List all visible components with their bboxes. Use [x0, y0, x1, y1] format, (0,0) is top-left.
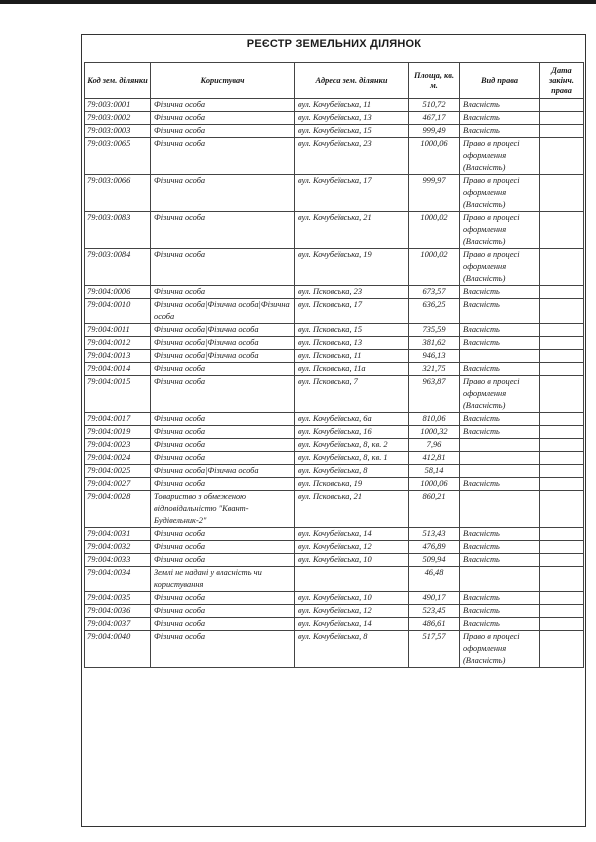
cell-user: Фізична особа|Фізична особа — [151, 337, 295, 350]
table-row — [85, 439, 584, 452]
table-row — [85, 376, 584, 413]
cell-address: вул. Кочубеївська, 10 — [295, 592, 409, 605]
cell-area: 523,45 — [409, 605, 460, 618]
table-row — [85, 413, 584, 426]
cell-end-date — [540, 452, 584, 465]
cell-user: Фізична особа — [151, 478, 295, 491]
cell-user: Фізична особа — [151, 363, 295, 376]
cell-right: Власність — [460, 541, 540, 554]
cell-code: 79:004:0006 — [85, 286, 151, 299]
cell-code: 79:004:0019 — [85, 426, 151, 439]
cell-area: 509,94 — [409, 554, 460, 567]
cell-end-date — [540, 125, 584, 138]
cell-end-date — [540, 631, 584, 668]
cell-user: Фізична особа — [151, 605, 295, 618]
table-row — [85, 554, 584, 567]
cell-right — [460, 439, 540, 452]
table-row — [85, 350, 584, 363]
cell-area: 1000,06 — [409, 138, 460, 175]
cell-user: Фізична особа — [151, 554, 295, 567]
cell-end-date — [540, 175, 584, 212]
cell-address: вул. Псковська, 13 — [295, 337, 409, 350]
cell-end-date — [540, 138, 584, 175]
cell-end-date — [540, 212, 584, 249]
cell-code: 79:004:0010 — [85, 299, 151, 324]
cell-right: Право в процесі оформлення (Власність) — [460, 212, 540, 249]
cell-area: 517,57 — [409, 631, 460, 668]
cell-user: Фізична особа — [151, 528, 295, 541]
cell-area: 486,61 — [409, 618, 460, 631]
cell-address: вул. Псковська, 7 — [295, 376, 409, 413]
cell-code: 79:004:0015 — [85, 376, 151, 413]
cell-address: вул. Кочубеївська, 6а — [295, 413, 409, 426]
cell-right: Власність — [460, 413, 540, 426]
cell-right: Власність — [460, 426, 540, 439]
cell-code: 79:003:0083 — [85, 212, 151, 249]
cell-code: 79:004:0025 — [85, 465, 151, 478]
cell-code: 79:004:0032 — [85, 541, 151, 554]
cell-code: 79:003:0003 — [85, 125, 151, 138]
cell-area: 1000,02 — [409, 212, 460, 249]
cell-code: 79:004:0012 — [85, 337, 151, 350]
cell-address: вул. Кочубеївська, 16 — [295, 426, 409, 439]
table-row — [85, 363, 584, 376]
table-row — [85, 212, 584, 249]
cell-address: вул. Кочубеївська, 8, кв. 2 — [295, 439, 409, 452]
table-row — [85, 631, 584, 668]
cell-address: вул. Кочубеївська, 23 — [295, 138, 409, 175]
cell-user: Фізична особа — [151, 99, 295, 112]
cell-user: Фізична особа — [151, 249, 295, 286]
table-row — [85, 426, 584, 439]
cell-right — [460, 465, 540, 478]
cell-right: Власність — [460, 618, 540, 631]
cell-area: 321,75 — [409, 363, 460, 376]
cell-end-date — [540, 618, 584, 631]
cell-user: Фізична особа — [151, 541, 295, 554]
cell-code: 79:003:0001 — [85, 99, 151, 112]
cell-area: 1000,32 — [409, 426, 460, 439]
cell-address — [295, 567, 409, 592]
cell-user: Фізична особа|Фізична особа — [151, 324, 295, 337]
cell-user: Фізична особа — [151, 413, 295, 426]
cell-end-date — [540, 541, 584, 554]
table-row — [85, 452, 584, 465]
table-row — [85, 299, 584, 324]
cell-code: 79:004:0028 — [85, 491, 151, 528]
cell-right: Власність — [460, 528, 540, 541]
cell-user: Фізична особа|Фізична особа — [151, 465, 295, 478]
cell-right: Право в процесі оформлення (Власність) — [460, 138, 540, 175]
cell-address: вул. Кочубеївська, 8 — [295, 631, 409, 668]
page-title: РЕЄСТР ЗЕМЕЛЬНИХ ДІЛЯНОК — [246, 38, 422, 50]
table-row — [85, 592, 584, 605]
cell-area: 1000,02 — [409, 249, 460, 286]
cell-code: 79:004:0024 — [85, 452, 151, 465]
cell-user: Землі не надані у власність чи користування — [151, 567, 295, 592]
cell-end-date — [540, 324, 584, 337]
cell-user: Фізична особа — [151, 286, 295, 299]
cell-area: 513,43 — [409, 528, 460, 541]
table-header-row — [85, 63, 584, 99]
cell-code: 79:003:0002 — [85, 112, 151, 125]
cell-area: 946,13 — [409, 350, 460, 363]
cell-user: Фізична особа — [151, 125, 295, 138]
cell-address: вул. Псковська, 15 — [295, 324, 409, 337]
cell-address: вул. Псковська, 21 — [295, 491, 409, 528]
cell-end-date — [540, 286, 584, 299]
cell-right — [460, 491, 540, 528]
cell-area: 999,97 — [409, 175, 460, 212]
cell-end-date — [540, 99, 584, 112]
table-row — [85, 99, 584, 112]
cell-code: 79:004:0036 — [85, 605, 151, 618]
table-row — [85, 567, 584, 592]
cell-code: 79:004:0033 — [85, 554, 151, 567]
table-row — [85, 618, 584, 631]
cell-user: Фізична особа — [151, 426, 295, 439]
cell-area: 999,49 — [409, 125, 460, 138]
cell-address: вул. Кочубеївська, 15 — [295, 125, 409, 138]
cell-code: 79:003:0066 — [85, 175, 151, 212]
cell-user: Фізична особа — [151, 376, 295, 413]
table-row — [85, 465, 584, 478]
cell-user: Фізична особа — [151, 212, 295, 249]
cell-user: Фізична особа — [151, 138, 295, 175]
cell-right: Право в процесі оформлення (Власність) — [460, 631, 540, 668]
cell-area: 510,72 — [409, 99, 460, 112]
cell-address: вул. Кочубеївська, 14 — [295, 528, 409, 541]
cell-right: Власність — [460, 337, 540, 350]
cell-right: Власність — [460, 125, 540, 138]
cell-right — [460, 350, 540, 363]
table-row — [85, 125, 584, 138]
cell-end-date — [540, 426, 584, 439]
cell-code: 79:004:0040 — [85, 631, 151, 668]
cell-right: Власність — [460, 605, 540, 618]
cell-end-date — [540, 465, 584, 478]
cell-code: 79:004:0017 — [85, 413, 151, 426]
cell-address: вул. Кочубеївська, 12 — [295, 541, 409, 554]
cell-code: 79:004:0034 — [85, 567, 151, 592]
cell-area: 7,96 — [409, 439, 460, 452]
cell-address: вул. Псковська, 19 — [295, 478, 409, 491]
cell-address: вул. Кочубеївська, 12 — [295, 605, 409, 618]
cell-user: Фізична особа — [151, 452, 295, 465]
cell-code: 79:004:0013 — [85, 350, 151, 363]
cell-area: 490,17 — [409, 592, 460, 605]
cell-user: Фізична особа — [151, 439, 295, 452]
cell-area: 467,17 — [409, 112, 460, 125]
cell-end-date — [540, 567, 584, 592]
cell-right: Власність — [460, 592, 540, 605]
cell-area: 860,21 — [409, 491, 460, 528]
cell-user: Фізична особа|Фізична особа|Фізична особа — [151, 299, 295, 324]
cell-end-date — [540, 112, 584, 125]
cell-area: 810,06 — [409, 413, 460, 426]
header-right: Вид права — [460, 63, 540, 99]
cell-end-date — [540, 337, 584, 350]
cell-end-date — [540, 363, 584, 376]
cell-code: 79:004:0023 — [85, 439, 151, 452]
cell-right: Власність — [460, 554, 540, 567]
header-end-date: Дата закінч. права — [540, 63, 584, 99]
cell-right: Власність — [460, 99, 540, 112]
cell-right: Право в процесі оформлення (Власність) — [460, 175, 540, 212]
header-address: Адреса зем. ділянки — [295, 63, 409, 99]
cell-end-date — [540, 376, 584, 413]
cell-end-date — [540, 554, 584, 567]
cell-code: 79:003:0065 — [85, 138, 151, 175]
cell-user: Товариство з обмеженою відповідальністю "Квант-Будівельник-2" — [151, 491, 295, 528]
cell-right: Право в процесі оформлення (Власність) — [460, 249, 540, 286]
cell-end-date — [540, 605, 584, 618]
cell-right: Власність — [460, 299, 540, 324]
header-code: Код зем. ділянки — [85, 63, 151, 99]
cell-area: 58,14 — [409, 465, 460, 478]
cell-end-date — [540, 413, 584, 426]
cell-user: Фізична особа — [151, 112, 295, 125]
cell-address: вул. Кочубеївська, 13 — [295, 112, 409, 125]
cell-address: вул. Кочубеївська, 19 — [295, 249, 409, 286]
cell-address: вул. Кочубеївська, 17 — [295, 175, 409, 212]
cell-end-date — [540, 249, 584, 286]
table-row — [85, 491, 584, 528]
cell-area: 673,57 — [409, 286, 460, 299]
cell-right: Право в процесі оформлення (Власність) — [460, 376, 540, 413]
cell-end-date — [540, 592, 584, 605]
cell-code: 79:004:0011 — [85, 324, 151, 337]
table-row — [85, 541, 584, 554]
cell-address: вул. Кочубеївська, 11 — [295, 99, 409, 112]
header-area: Площа, кв. м. — [409, 63, 460, 99]
table-row — [85, 605, 584, 618]
cell-address: вул. Псковська, 11 — [295, 350, 409, 363]
cell-address: вул. Кочубеївська, 8 — [295, 465, 409, 478]
cell-user: Фізична особа — [151, 631, 295, 668]
cell-right: Власність — [460, 286, 540, 299]
cell-area: 46,48 — [409, 567, 460, 592]
table-row — [85, 478, 584, 491]
cell-address: вул. Кочубеївська, 8, кв. 1 — [295, 452, 409, 465]
cell-user: Фізична особа — [151, 618, 295, 631]
land-registry-table — [84, 62, 584, 668]
cell-code: 79:004:0037 — [85, 618, 151, 631]
table-row — [85, 528, 584, 541]
table-row — [85, 175, 584, 212]
table-row — [85, 249, 584, 286]
cell-area: 476,89 — [409, 541, 460, 554]
cell-area: 381,62 — [409, 337, 460, 350]
cell-end-date — [540, 439, 584, 452]
cell-address: вул. Псковська, 17 — [295, 299, 409, 324]
cell-area: 963,87 — [409, 376, 460, 413]
table-row — [85, 112, 584, 125]
cell-right: Власність — [460, 363, 540, 376]
table-row — [85, 138, 584, 175]
cell-end-date — [540, 528, 584, 541]
cell-right: Власність — [460, 324, 540, 337]
cell-right: Власність — [460, 112, 540, 125]
cell-address: вул. Псковська, 23 — [295, 286, 409, 299]
cell-address: вул. Кочубеївська, 14 — [295, 618, 409, 631]
header-user: Користувач — [151, 63, 295, 99]
cell-address: вул. Псковська, 11а — [295, 363, 409, 376]
cell-end-date — [540, 299, 584, 324]
cell-right — [460, 567, 540, 592]
cell-end-date — [540, 350, 584, 363]
cell-end-date — [540, 478, 584, 491]
cell-end-date — [540, 491, 584, 528]
cell-code: 79:004:0027 — [85, 478, 151, 491]
table-row — [85, 286, 584, 299]
cell-code: 79:003:0084 — [85, 249, 151, 286]
cell-code: 79:004:0014 — [85, 363, 151, 376]
cell-address: вул. Кочубеївська, 10 — [295, 554, 409, 567]
cell-code: 79:004:0035 — [85, 592, 151, 605]
cell-area: 636,25 — [409, 299, 460, 324]
scan-top-edge — [0, 0, 596, 4]
cell-user: Фізична особа — [151, 175, 295, 212]
cell-area: 1000,06 — [409, 478, 460, 491]
table-row — [85, 337, 584, 350]
cell-right: Власність — [460, 478, 540, 491]
cell-area: 412,81 — [409, 452, 460, 465]
cell-right — [460, 452, 540, 465]
table-row — [85, 324, 584, 337]
cell-user: Фізична особа|Фізична особа — [151, 350, 295, 363]
cell-code: 79:004:0031 — [85, 528, 151, 541]
cell-address: вул. Кочубеївська, 21 — [295, 212, 409, 249]
cell-area: 735,59 — [409, 324, 460, 337]
cell-user: Фізична особа — [151, 592, 295, 605]
